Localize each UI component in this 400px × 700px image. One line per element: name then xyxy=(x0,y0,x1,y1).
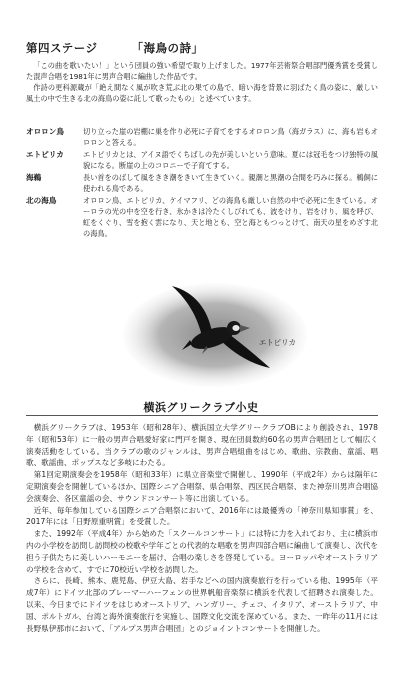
stage-heading xyxy=(26,40,376,56)
glossary-desc: オロロン鳥、エトピリカ、ケイマフリ、どの海鳥も厳しい自然の中で必死に生きている。オーロラの光の中を空を行き、氷かきは冷たくしびれても、波をけり、岩をけり、風を呼び、虹をくぐり、雪を抱く雲になり、天と地とも、空と海ともつっとけて、南天の星をめざす北の海鳥。 xyxy=(83,196,378,238)
intro-paragraph: 作詩の更科源蔵が「絶え間なく風が吹き荒ぶ北の果ての島で、暗い海を背景に羽ばたく鳥の姿に、厳しい風土の中で生きる北の海鳥の姿に託して歌ったもの」と述べています。 xyxy=(26,83,378,103)
glossary-term: エトピリカ xyxy=(26,150,64,159)
history-body xyxy=(26,422,378,634)
history-paragraph: さらに、長崎、熊本、鹿児島、伊豆大島、岩手などへの国内演奏旅行を行っている他、1995年（平成7年）にドイツ北部のブレーマーハーフェンの世界帆船音楽祭に横浜を代表して招聘され演奏した。以来、今日までにドイツをはじめオーストリア、ハンガリー、チェコ、イタリア、オーストラリア、中国、ポルトガル、台湾と海外演奏旅行を実施し、国際文化交流を深めている。また、一昨年の11月には長野県伊那市において、「アルプス男声合唱団」とのジョイントコンサートを開催した。 xyxy=(26,576,378,633)
history-paragraph: 横浜グリークラブは、1953年（昭和28年）、横浜国立大学グリークラブOBにより創設され、1978年（昭和53年）に一般の男声合唱愛好家に門戸を開き、現在団員数約60名の男声合唱団として幅広く演奏活動をしている。当クラブの歌のジャンルは、男声合唱組曲をはじめ、歌曲、宗教曲、童謡、唱歌、歌謡曲、ポップスなど多岐にわたる。 xyxy=(26,423,378,468)
glossary-row xyxy=(26,126,378,148)
glossary-desc: 切り立った崖の岩棚に巣を作り必死に子育てをするオロロン鳥（海ガラス）に、海も岩もオロロンと答える。 xyxy=(83,127,378,147)
song-title: 「海鳥の詩」 xyxy=(131,41,204,55)
glossary xyxy=(26,126,378,240)
intro-paragraph: 「この曲を歌いたい！」という団員の強い希望で取り上げました。1977年芸術祭合唱部門優秀賞を受賞した混声合唱を1981年に男声合唱に編曲した作品です。 xyxy=(26,61,378,81)
history-paragraph: 第1回定期演奏会を1958年（昭和33年）に県立音楽堂で開催し、1990年（平成2年）からは隔年に定期演奏会を開催しているほか、国際シニア合唱祭、県合唱祭、西区民合唱祭、また神奈川男声合唱協会演奏会、各区童謡の会、サウンドコンサート等に出演している。 xyxy=(26,470,378,503)
glossary-desc: 長い首をのばして風をきき潮をきいて生きていく。親潮と黒潮の合間を巧みに探る。鵜飼に使われる鳥である。 xyxy=(83,173,378,193)
history-divider xyxy=(26,415,378,416)
glossary-term: 海鵜 xyxy=(26,173,42,182)
illustration-caption: エトピリカ xyxy=(259,338,296,347)
glossary-term: 北の海鳥 xyxy=(26,196,57,205)
history-paragraph: また、1992年（平成4年）から始めた「スクールコンサート」には特に力を入れており、主に横浜市内の小学校を訪問し訪問校の校歌や学年ごとの代表的な唱歌を男声四部合唱に編曲して演奏し、次代を担う子供たちに美しいハーモニーを届け、合唱の楽しさを啓発している。ヨーロッパやオーストラリアの学校を含めて、すでに70校近い学校を訪問した。 xyxy=(26,529,378,574)
stage-intro xyxy=(26,60,378,104)
glossary-desc: エトピリカとは、アイヌ語でくちばしの先が美しいという意味。夏には冠毛をつけ独特の風貌になる。断崖の上のコロニーで子育てする。 xyxy=(83,150,378,170)
glossary-row xyxy=(26,195,378,239)
history-paragraph: 近年、毎年参加している国際シニア合唱祭において、2016年には最優秀の「神奈川県知事賞」を、2017年には「日野原重明賞」を受賞した。 xyxy=(26,505,378,527)
stage-label: 第四ステージ xyxy=(26,41,98,55)
puffin-illustration xyxy=(120,280,310,390)
glossary-row xyxy=(26,149,378,171)
glossary-row xyxy=(26,172,378,194)
history-title: 横浜グリークラブ小史 xyxy=(143,401,259,414)
glossary-term: オロロン鳥 xyxy=(26,127,64,136)
